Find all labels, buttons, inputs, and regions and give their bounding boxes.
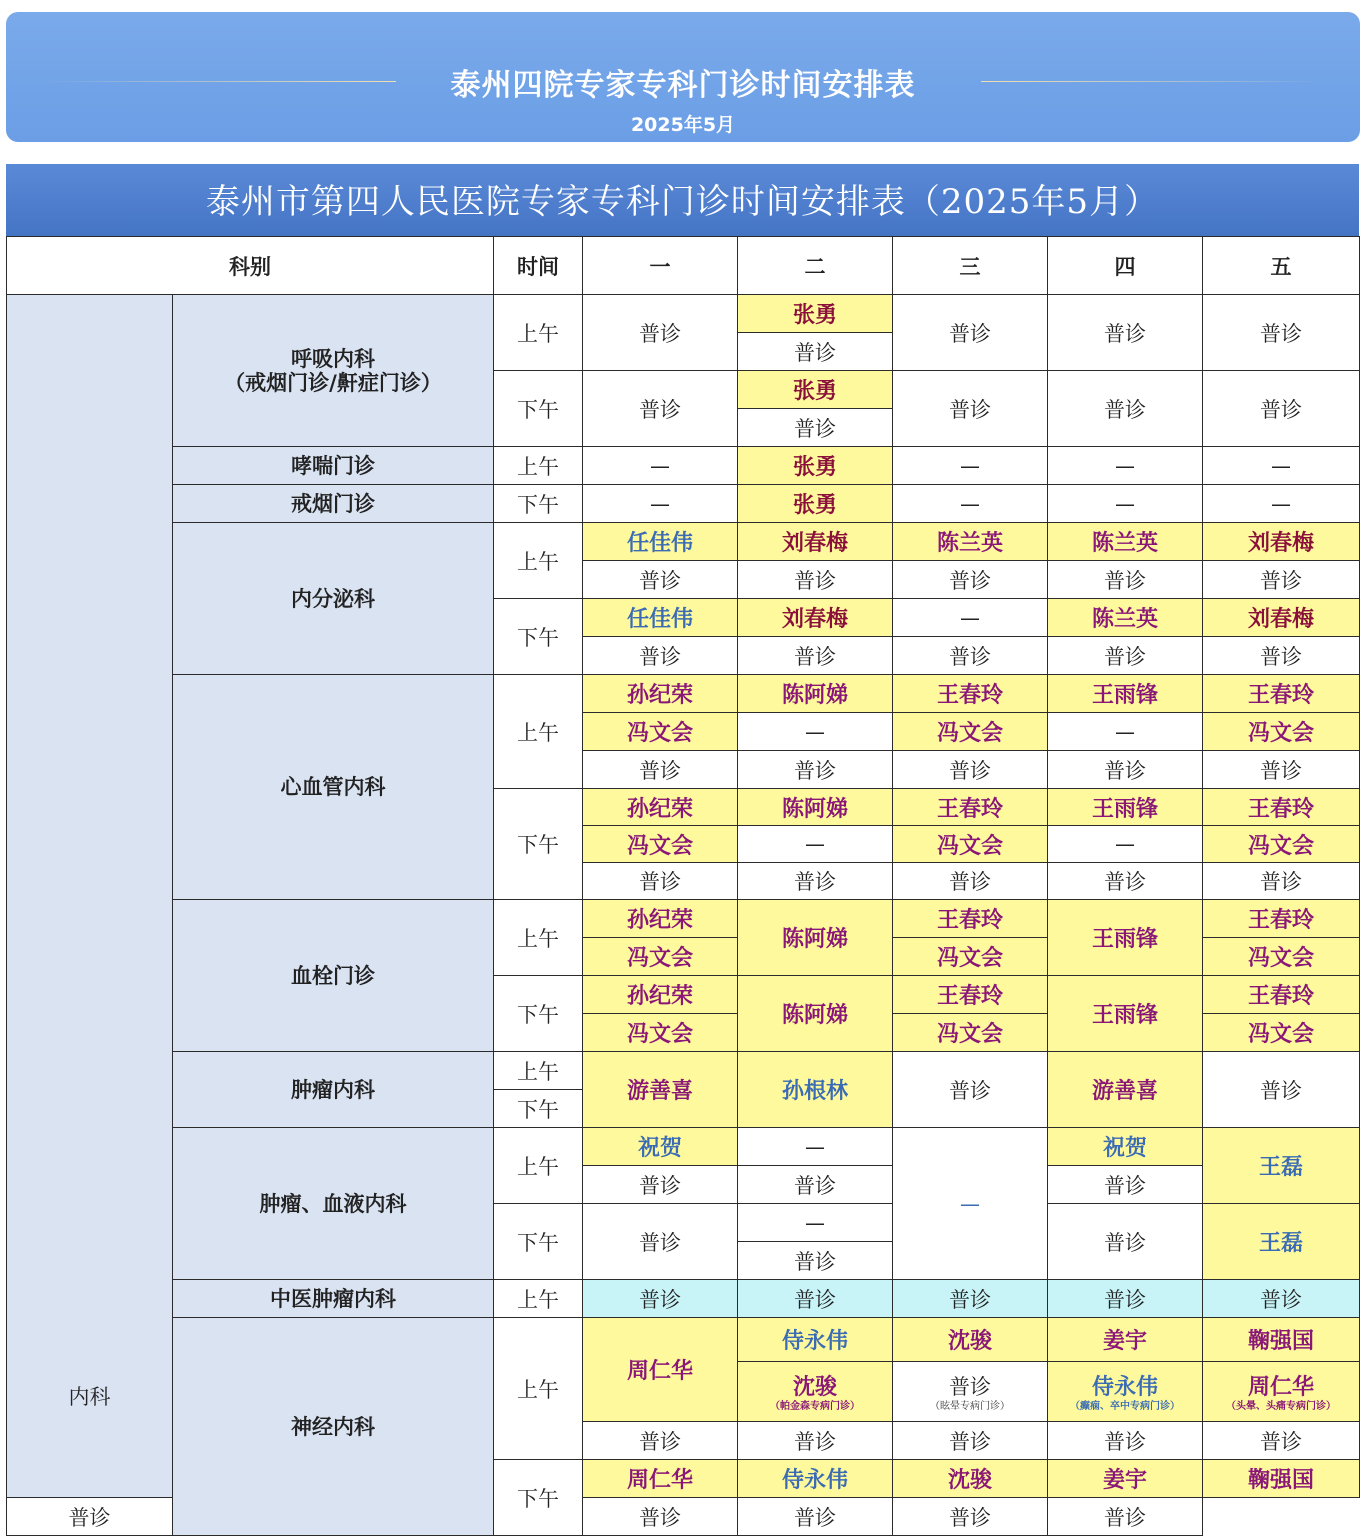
schedule-cell: 普诊 xyxy=(583,561,738,599)
time-cell: 上午 xyxy=(494,900,583,976)
time-cell: 上午 xyxy=(494,447,583,485)
schedule-cell: — xyxy=(893,485,1048,523)
clinic-note: （眩晕专病门诊） xyxy=(930,1400,1010,1412)
time-cell: 上午 xyxy=(494,1052,583,1090)
dept-cardiology: 心血管内科 xyxy=(173,675,494,900)
doctor-cell: 刘春梅 xyxy=(738,523,893,561)
doctor-cell: 冯文会 xyxy=(1203,826,1360,863)
time-cell: 上午 xyxy=(494,1128,583,1204)
schedule-table-wrapper xyxy=(6,164,1359,1536)
table-row xyxy=(7,523,1360,561)
doctor-cell: 冯文会 xyxy=(1203,938,1360,976)
doctor-cell: 冯文会 xyxy=(1203,1014,1360,1052)
table-row xyxy=(7,1052,1360,1090)
schedule-cell: — xyxy=(738,826,893,863)
schedule-cell: 普诊 xyxy=(1048,295,1203,371)
doctor-cell: 王磊 xyxy=(1203,1204,1360,1280)
schedule-cell: 普诊 xyxy=(893,295,1048,371)
table-header: 泰州市第四人民医院专家专科门诊时间安排表（2025年5月） xyxy=(6,164,1359,236)
doctor-cell: 王春玲 xyxy=(1203,900,1360,938)
doctor-cell: 冯文会 xyxy=(893,1014,1048,1052)
time-cell: 下午 xyxy=(494,1460,583,1536)
schedule-cell xyxy=(893,1362,1048,1422)
time-cell: 上午 xyxy=(494,295,583,371)
doctor-name: 沈骏 xyxy=(792,1374,837,1400)
col-header-wed: 三 xyxy=(893,237,1048,295)
schedule-cell: 普诊 xyxy=(893,1422,1048,1460)
doctor-cell: 孙纪荣 xyxy=(583,675,738,713)
doctor-cell: 王春玲 xyxy=(1203,789,1360,826)
schedule-cell: — xyxy=(1203,447,1360,485)
schedule-cell: 普诊 xyxy=(1203,561,1360,599)
schedule-cell: — xyxy=(1048,485,1203,523)
doctor-cell: 冯文会 xyxy=(893,826,1048,863)
doctor-cell: 王雨锋 xyxy=(1048,789,1203,826)
doctor-cell: 刘春梅 xyxy=(738,599,893,637)
schedule-cell: 普诊 xyxy=(738,1166,893,1204)
doctor-cell: 冯文会 xyxy=(893,713,1048,751)
doctor-cell: 张勇 xyxy=(738,371,893,409)
schedule-cell: 普诊 xyxy=(1048,1498,1203,1536)
schedule-cell: 普诊 xyxy=(1048,1280,1203,1318)
dept-asthma: 哮喘门诊 xyxy=(173,447,494,485)
time-cell: 下午 xyxy=(494,789,583,900)
schedule-cell: 普诊 xyxy=(583,1280,738,1318)
schedule-cell: 普诊 xyxy=(738,1242,893,1280)
schedule-cell: 普诊 xyxy=(583,295,738,371)
doctor-cell: 王春玲 xyxy=(1203,675,1360,713)
schedule-cell: 普诊 xyxy=(1203,371,1360,447)
schedule-cell: 普诊 xyxy=(583,751,738,789)
table-row xyxy=(7,1128,1360,1166)
schedule-cell: 普诊 xyxy=(893,1280,1048,1318)
doctor-name: 侍永伟 xyxy=(1091,1374,1158,1400)
schedule-cell: 普诊 xyxy=(1048,561,1203,599)
doctor-cell: 任佳伟 xyxy=(583,523,738,561)
schedule-cell: 普诊 xyxy=(1048,751,1203,789)
header-row xyxy=(7,237,1360,295)
doctor-cell: 侍永伟 xyxy=(738,1318,893,1362)
schedule-cell: 普诊 xyxy=(1203,863,1360,900)
general-label: 普诊 xyxy=(949,1374,991,1399)
schedule-cell: 普诊 xyxy=(893,863,1048,900)
table-row xyxy=(7,485,1360,523)
schedule-cell: — xyxy=(1048,826,1203,863)
dept-respiratory-sub: （戒烟门诊/鼾症门诊） xyxy=(224,370,442,395)
schedule-cell: — xyxy=(738,1204,893,1242)
schedule-cell: 普诊 xyxy=(893,637,1048,675)
table-row xyxy=(7,900,1360,938)
schedule-cell: — xyxy=(893,599,1048,637)
doctor-cell: 王春玲 xyxy=(893,675,1048,713)
table-row xyxy=(7,295,1360,333)
schedule-cell: 普诊 xyxy=(1048,1166,1203,1204)
time-cell: 下午 xyxy=(494,485,583,523)
time-cell: 上午 xyxy=(494,675,583,789)
doctor-cell: 祝贺 xyxy=(583,1128,738,1166)
schedule-cell: 普诊 xyxy=(583,863,738,900)
doctor-cell: 冯文会 xyxy=(583,826,738,863)
schedule-cell: 普诊 xyxy=(583,1422,738,1460)
doctor-cell: 陈阿娣 xyxy=(738,675,893,713)
col-header-tue: 二 xyxy=(738,237,893,295)
schedule-cell: 普诊 xyxy=(738,561,893,599)
schedule-cell: 普诊 xyxy=(1048,371,1203,447)
doctor-cell: 孙根林 xyxy=(738,1052,893,1128)
schedule-cell: 普诊 xyxy=(738,409,893,447)
doctor-cell: 周仁华 xyxy=(583,1318,738,1422)
doctor-cell: 陈兰英 xyxy=(1048,599,1203,637)
doctor-cell: 张勇 xyxy=(738,447,893,485)
schedule-cell: 普诊 xyxy=(1203,637,1360,675)
doctor-cell xyxy=(1203,1362,1360,1422)
time-cell: 下午 xyxy=(494,1204,583,1280)
clinic-note: （癫痫、卒中专病门诊） xyxy=(1070,1401,1180,1412)
schedule-cell: 普诊 xyxy=(738,333,893,371)
doctor-cell: 姜宇 xyxy=(1048,1318,1203,1362)
doctor-cell xyxy=(738,1362,893,1422)
doctor-cell: 孙纪荣 xyxy=(583,900,738,938)
table-row xyxy=(7,1318,1360,1362)
schedule-cell: 普诊 xyxy=(1203,295,1360,371)
doctor-cell: 王雨锋 xyxy=(1048,900,1203,976)
time-cell: 上午 xyxy=(494,523,583,599)
doctor-cell: 王春玲 xyxy=(893,789,1048,826)
schedule-cell: 普诊 xyxy=(583,371,738,447)
dept-tcm-oncology: 中医肿瘤内科 xyxy=(173,1280,494,1318)
schedule-cell: 普诊 xyxy=(738,637,893,675)
time-cell: 下午 xyxy=(494,1090,583,1128)
doctor-cell: 陈兰英 xyxy=(1048,523,1203,561)
col-header-dept: 科别 xyxy=(7,237,494,295)
schedule-cell: 普诊 xyxy=(583,1498,738,1536)
schedule-cell: 普诊 xyxy=(1048,1204,1203,1280)
doctor-cell: 王雨锋 xyxy=(1048,976,1203,1052)
schedule-cell: — xyxy=(1203,485,1360,523)
col-header-mon: 一 xyxy=(583,237,738,295)
dept-endocrinology: 内分泌科 xyxy=(173,523,494,675)
col-header-time: 时间 xyxy=(494,237,583,295)
table-row xyxy=(7,447,1360,485)
schedule-cell: 普诊 xyxy=(1203,1280,1360,1318)
doctor-cell: 姜宇 xyxy=(1048,1460,1203,1498)
time-cell: 上午 xyxy=(494,1280,583,1318)
dept-neurology: 神经内科 xyxy=(173,1318,494,1536)
dept-smoking-cessation: 戒烟门诊 xyxy=(173,485,494,523)
doctor-cell: 王春玲 xyxy=(893,900,1048,938)
dept-respiratory-name: 呼吸内科 xyxy=(291,346,375,371)
schedule-cell: — xyxy=(738,1128,893,1166)
doctor-cell: 陈阿娣 xyxy=(738,900,893,976)
schedule-cell: 普诊 xyxy=(893,751,1048,789)
doctor-cell: 沈骏 xyxy=(893,1460,1048,1498)
doctor-cell: 任佳伟 xyxy=(583,599,738,637)
doctor-cell: 王磊 xyxy=(1203,1128,1360,1204)
col-header-thu: 四 xyxy=(1048,237,1203,295)
schedule-cell: — xyxy=(1048,713,1203,751)
schedule-cell: 普诊 xyxy=(738,751,893,789)
doctor-cell: 刘春梅 xyxy=(1203,599,1360,637)
doctor-cell: 游善喜 xyxy=(1048,1052,1203,1128)
doctor-cell: 陈阿娣 xyxy=(738,976,893,1052)
doctor-cell xyxy=(1048,1362,1203,1422)
schedule-cell: 普诊 xyxy=(1048,863,1203,900)
time-cell: 上午 xyxy=(494,1318,583,1460)
banner-title: 泰州四院专家专科门诊时间安排表 xyxy=(450,68,916,103)
schedule-table xyxy=(6,236,1360,1536)
schedule-cell: 普诊 xyxy=(583,1204,738,1280)
time-cell: 下午 xyxy=(494,976,583,1052)
schedule-cell: 普诊 xyxy=(583,1166,738,1204)
doctor-name: 周仁华 xyxy=(1247,1374,1314,1400)
schedule-cell: 普诊 xyxy=(738,1422,893,1460)
schedule-cell: 普诊 xyxy=(893,1052,1048,1128)
doctor-cell: 王雨锋 xyxy=(1048,675,1203,713)
schedule-cell: 普诊 xyxy=(738,863,893,900)
doctor-cell: 冯文会 xyxy=(583,713,738,751)
time-cell: 下午 xyxy=(494,599,583,675)
doctor-cell: 孙纪荣 xyxy=(583,789,738,826)
schedule-cell: — xyxy=(583,447,738,485)
schedule-cell: 普诊 xyxy=(1203,1052,1360,1128)
schedule-cell: 普诊 xyxy=(583,637,738,675)
schedule-cell: — xyxy=(1048,447,1203,485)
dept-oncology-hematology: 肿瘤、血液内科 xyxy=(173,1128,494,1280)
doctor-cell: 冯文会 xyxy=(583,938,738,976)
doctor-cell: 周仁华 xyxy=(583,1460,738,1498)
doctor-cell: 陈阿娣 xyxy=(738,789,893,826)
top-banner xyxy=(6,12,1360,142)
doctor-cell: 刘春梅 xyxy=(1203,523,1360,561)
schedule-cell: — xyxy=(893,1128,1048,1280)
clinic-note: （头晕、头痛专病门诊） xyxy=(1226,1401,1336,1412)
doctor-cell: 王春玲 xyxy=(893,976,1048,1014)
schedule-cell: 普诊 xyxy=(7,1498,173,1536)
doctor-cell: 沈骏 xyxy=(893,1318,1048,1362)
table-row xyxy=(7,675,1360,713)
schedule-cell: 普诊 xyxy=(1048,1422,1203,1460)
doctor-cell: 王春玲 xyxy=(1203,976,1360,1014)
dept-oncology: 肿瘤内科 xyxy=(173,1052,494,1128)
doctor-cell: 孙纪荣 xyxy=(583,976,738,1014)
table-row xyxy=(7,1280,1360,1318)
category-cell: 内科 xyxy=(7,295,173,1498)
schedule-cell: 普诊 xyxy=(738,1498,893,1536)
doctor-cell: 冯文会 xyxy=(583,1014,738,1052)
time-cell: 下午 xyxy=(494,371,583,447)
dept-respiratory xyxy=(173,295,494,447)
schedule-cell: 普诊 xyxy=(893,1498,1048,1536)
schedule-cell: 普诊 xyxy=(893,561,1048,599)
col-header-fri: 五 xyxy=(1203,237,1360,295)
doctor-cell: 张勇 xyxy=(738,485,893,523)
doctor-cell: 侍永伟 xyxy=(738,1460,893,1498)
schedule-cell: 普诊 xyxy=(1203,751,1360,789)
schedule-cell: 普诊 xyxy=(893,371,1048,447)
schedule-cell: 普诊 xyxy=(738,1280,893,1318)
schedule-cell: 普诊 xyxy=(1048,637,1203,675)
doctor-cell: 游善喜 xyxy=(583,1052,738,1128)
doctor-cell: 陈兰英 xyxy=(893,523,1048,561)
doctor-cell: 张勇 xyxy=(738,295,893,333)
dept-thrombosis: 血栓门诊 xyxy=(173,900,494,1052)
banner-subtitle: 2025年5月 xyxy=(630,114,736,136)
doctor-cell: 冯文会 xyxy=(893,938,1048,976)
doctor-cell: 祝贺 xyxy=(1048,1128,1203,1166)
clinic-note: （帕金森专病门诊） xyxy=(770,1401,860,1412)
schedule-cell: 普诊 xyxy=(1203,1422,1360,1460)
schedule-cell: — xyxy=(738,713,893,751)
doctor-cell: 鞠强国 xyxy=(1203,1318,1360,1362)
schedule-cell: — xyxy=(893,447,1048,485)
doctor-cell: 鞠强国 xyxy=(1203,1460,1360,1498)
doctor-cell: 冯文会 xyxy=(1203,713,1360,751)
schedule-cell: — xyxy=(583,485,738,523)
